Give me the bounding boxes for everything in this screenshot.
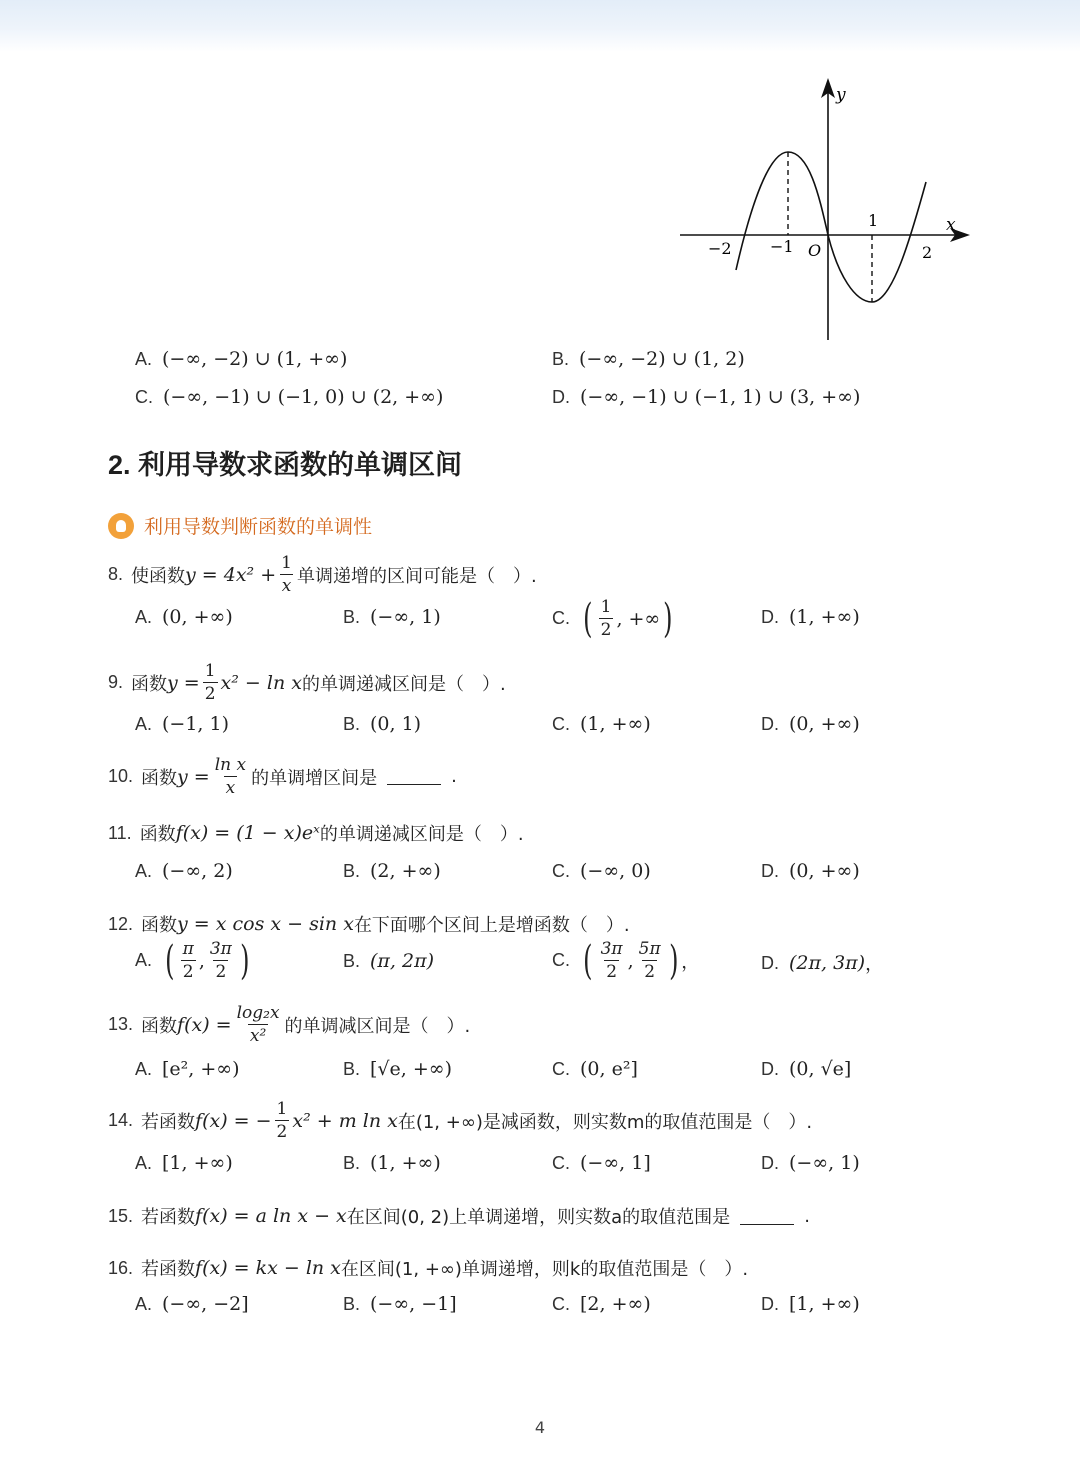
question-8: 8. 使函数 y = 4x² + $\frac{1}{x}$ 单调递增的区间可能是（ ）. xyxy=(108,553,537,596)
question-14: 14. 若函数 f(x) = − $\frac{1}{2}$ x² + m ln x 在(1, +∞)是减函数，则实数m的取值范围是（ ）. xyxy=(108,1099,813,1142)
q8-option-d: D. (1, +∞) xyxy=(761,606,860,628)
q16-option-b: B. (−∞, −1] xyxy=(343,1293,457,1315)
question-13: 13. 函数 f(x) = $\frac{\text{log₂x}}{\text{x²}}$ 的单调减区间是（ ）. xyxy=(108,1003,471,1046)
q16-option-d: D. [1, +∞) xyxy=(761,1293,860,1315)
section-title: 2. 利用导数求函数的单调区间 xyxy=(108,450,463,480)
q12-option-a: A. ( $\frac{\pi}{2}$ , $\frac{3\pi}{2}$ ) xyxy=(135,937,250,984)
q13-option-b: B. [√e, +∞) xyxy=(343,1058,453,1080)
subsection-label: 利用导数判断函数的单调性 xyxy=(144,516,373,538)
x-axis-label: x xyxy=(946,215,956,235)
tick-label-1: 1 xyxy=(868,211,879,230)
q11-option-b: B. (2, +∞) xyxy=(343,860,441,882)
q11-option-d: D. (0, +∞) xyxy=(761,860,860,882)
tick-label-neg2: −2 xyxy=(708,239,732,258)
question-10: 10. 函数 y = $\frac{\text{ln x}}{x}$ 的单调增区间是 . xyxy=(108,755,457,798)
q8-option-b: B. (−∞, 1) xyxy=(343,606,441,628)
function-graph xyxy=(670,70,980,350)
subsection-title xyxy=(108,512,372,539)
tick-label-neg1: −1 xyxy=(770,237,794,256)
page-number: 4 xyxy=(534,1418,546,1437)
q13-option-d: D. (0, √e] xyxy=(761,1058,852,1080)
top-banner xyxy=(0,0,1080,52)
q9-option-b: B. (0, 1) xyxy=(343,713,422,735)
question-16: 16. 若函数 f(x) = kx − ln x 在区间(1, +∞)单调递增，则k的取值范围是（ ）. xyxy=(108,1257,749,1280)
q9-option-a: A. (−1, 1) xyxy=(135,713,230,735)
q9-option-c: C. (1, +∞) xyxy=(552,713,651,735)
q12-option-d: D. (2π, 3π) ， xyxy=(761,952,884,975)
q8-option-a: A. (0, +∞) xyxy=(135,606,233,628)
q11-option-a: A. (−∞, 2) xyxy=(135,860,233,882)
q16-option-c: C. [2, +∞) xyxy=(552,1293,651,1315)
q8-option-c: C. ( $\frac{1}{2}$ , +∞ ) xyxy=(552,595,673,642)
prev-option-d: D. (−∞, −1) ∪ (−1, 1) ∪ (3, +∞) xyxy=(552,386,861,408)
origin-label: O xyxy=(808,241,822,260)
tick-label-2: 2 xyxy=(922,243,933,262)
q9-option-d: D. (0, +∞) xyxy=(761,713,860,735)
answer-blank xyxy=(740,1208,794,1225)
q13-option-c: C. (0, e²] xyxy=(552,1058,638,1080)
question-15: 15. 若函数 f(x) = a ln x − x 在区间(0, 2)上单调递增，则实数a的取值范围是 . xyxy=(108,1205,810,1228)
q16-option-a: A. (−∞, −2] xyxy=(135,1293,249,1315)
q12-option-c: C. ( $\frac{3\pi}{2}$ , $\frac{5\pi}{2}$ ) ， xyxy=(552,937,700,984)
q14-option-c: C. (−∞, 1] xyxy=(552,1152,651,1174)
q12-option-b: B. (π, 2π) xyxy=(343,950,434,972)
cubic-curve xyxy=(736,152,926,302)
y-axis-label: y xyxy=(836,85,846,105)
q11-option-c: C. (−∞, 0) xyxy=(552,860,651,882)
q14-option-a: A. [1, +∞) xyxy=(135,1152,233,1174)
q14-option-d: D. (−∞, 1) xyxy=(761,1152,860,1174)
lightbulb-icon xyxy=(108,513,134,539)
prev-option-c: C. (−∞, −1) ∪ (−1, 0) ∪ (2, +∞) xyxy=(135,386,444,408)
answer-blank xyxy=(387,768,441,785)
q13-option-a: A. [e², +∞) xyxy=(135,1058,240,1080)
question-11: 11. 函数 f(x) = (1 − x)eˣ 的单调递减区间是（ ）. xyxy=(108,822,524,845)
question-12: 12. 函数 y = x cos x − sin x 在下面哪个区间上是增函数（ ）. xyxy=(108,913,630,936)
prev-option-b: B. (−∞, −2) ∪ (1, 2) xyxy=(552,348,745,370)
question-9: 9. 函数 y = $\frac{1}{2}$ x² − ln x 的单调递减区间是（ ）. xyxy=(108,661,506,704)
q14-option-b: B. (1, +∞) xyxy=(343,1152,441,1174)
prev-option-a: A. (−∞, −2) ∪ (1, +∞) xyxy=(135,348,348,370)
